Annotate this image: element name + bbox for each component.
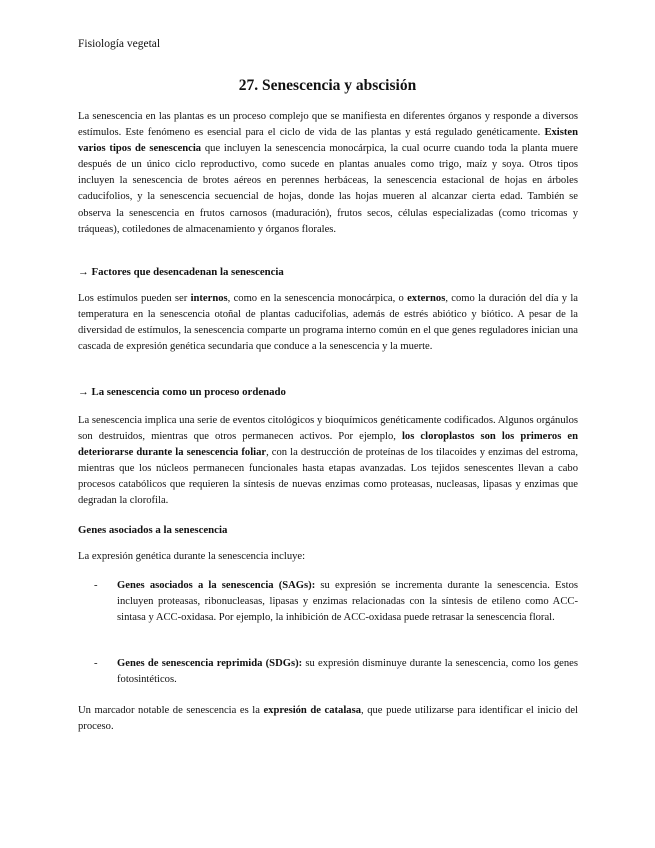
ordered-process-paragraph <box>78 413 578 510</box>
closing-text-2: , que puede utilizarse para identificar el inicio del proceso. <box>78 705 578 733</box>
ordered-bold-chloroplasts: los cloroplastos son los primeros en deteriorarse durante la senescencia foliar <box>78 431 578 459</box>
page-title: 27. Senescencia y abscisión <box>238 77 417 94</box>
intro-bold-text: Existen varios tipos de senescencia <box>78 127 578 155</box>
closing-paragraph <box>78 703 578 735</box>
intro-paragraph <box>78 109 578 238</box>
genes-intro: La expresión genética durante la senescencia incluye: <box>78 551 306 562</box>
sdgs-text: su expresión disminuye durante la senescencia, como los genes fotosintéticos. <box>117 658 578 686</box>
sags-bold-label: Genes asociados a la senescencia (SAGs): <box>117 580 316 591</box>
section-heading-genes: Genes asociados a la senescencia <box>78 524 228 536</box>
factors-paragraph <box>78 291 578 355</box>
page-header: Fisiología vegetal <box>78 38 161 50</box>
factors-text-1: Los estímulos pueden ser <box>78 293 191 304</box>
list-dash: - <box>94 658 98 669</box>
closing-text-1: Un marcador notable de senescencia es la <box>78 705 264 716</box>
section-heading-factors: → Factores que desencadenan la senescencia <box>78 266 284 278</box>
sags-text: su expresión se incrementa durante la senescencia. Estos incluyen proteasas, ribonucleasas, lipasas y enzimas relacionadas con la síntesis de etileno como ACC-sintasa y ACC-oxidasa. Por ejemplo, la inhibición de ACC-oxidasa puede retrasar la senescencia floral. <box>117 580 578 624</box>
section-heading-ordered-process: → La senescencia como un proceso ordenado <box>78 386 286 398</box>
ordered-text-2: , con la destrucción de proteínas de los tilacoides y enzimas del estroma, mientras que los núcleos permanecen funcionales hasta etapas avanzadas. Los tejidos senescentes llevan a cabo procesos catabólicos que requieren la síntesis de nuevas enzimas como proteasas, nucleasas, lipasas y enzimas que degradan la clorofila. <box>78 447 578 507</box>
list-dash: - <box>94 580 98 591</box>
factors-bold-internal: internos <box>190 293 228 304</box>
factors-text-2: , como en la senescencia monocárpica, o <box>227 293 408 304</box>
ordered-text-1: La senescencia implica una serie de eventos citológicos y bioquímicos genéticamente codificados. Algunos orgánulos son destruidos, mientras que otros permanecen activos. Por ejemplo, <box>78 415 578 443</box>
factors-bold-external: externos <box>407 293 446 304</box>
sdgs-bold-label: Genes de senescencia reprimida (SDGs): <box>117 658 303 669</box>
list-item-sags <box>94 578 578 626</box>
list-item-sdgs <box>94 656 578 688</box>
factors-text-3: , como la duración del día y la temperatura en la senescencia otoñal de plantas caducifolias, además de estrés abiótico y biótico. A pesar de la diversidad de estímulos, la senescencia comparte un programa interno común en el que genes reguladores inician una cascada de expresión genética secundaria que conduce a la senescencia y la muerte. <box>78 293 578 353</box>
intro-text: La senescencia en las plantas es un proceso complejo que se manifiesta en diferentes órganos y responde a diversos estímulos. Este fenómeno es esencial para el ciclo de vida de las plantas y está regulado genéticamente. <box>78 111 578 139</box>
intro-text-rest: que incluyen la senescencia monocárpica, la cual ocurre cuando toda la planta muere después de un único ciclo reproductivo, como sucede en plantas anuales como trigo, maíz y soya. Otros tipos incluyen la senescencia de brotes aéreos en perennes herbáceas, la senescencia estacional de hojas en árboles caducifolios, y la senescencia secuencial de hojas, donde las hojas mueren al alcanzar cierta edad. También se observa la senescencia en frutos carnosos (maduración), frutos secos, células especializadas (como tricomas y tráqueas), cotiledones de almacenamiento y órganos florales. <box>78 143 578 235</box>
closing-bold-catalase: expresión de catalasa <box>263 705 362 716</box>
